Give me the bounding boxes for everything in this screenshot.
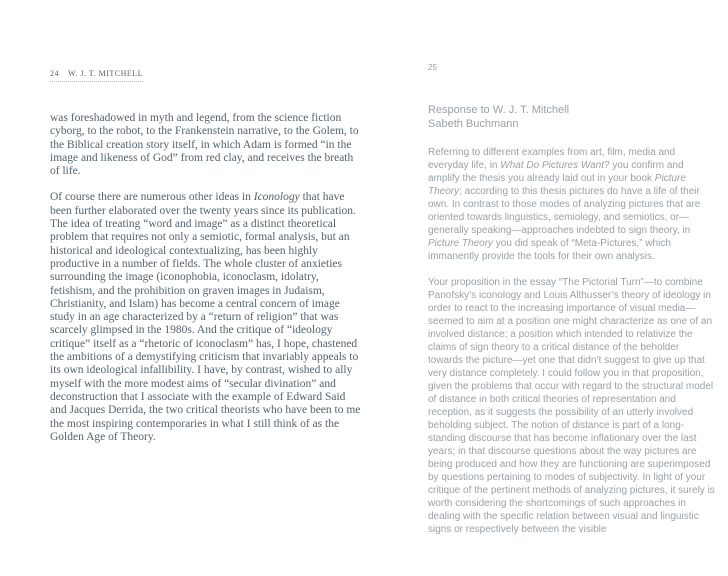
- response-title: Response to W. J. T. Mitchell: [428, 104, 570, 116]
- text-segment: you confirm and amplify the thesis you already laid out in your book: [428, 160, 684, 184]
- book-title-what-do-pictures-want: What Do Pictures Want?: [500, 160, 610, 171]
- text-segment: Referring to different examples from art, film, media and everyday life, in: [428, 147, 676, 171]
- right-paragraph-1: [428, 146, 716, 263]
- text-segment: you did speak of “Meta-Pictures,” which immanently provide the tools for their own analysis.: [428, 238, 671, 262]
- left-paragraph-1: was foreshadowed in myth and legend, from the science fiction cyborg, to the robot, to the Frankenstein narrative, to the Golem, to the Biblical creation story itself, in which Adam is formed “in the image and likeness of God” from red clay, and receives the breath of life.: [50, 112, 359, 178]
- title-block: [428, 104, 716, 131]
- book-title-picture-theory: Picture Theory: [428, 173, 686, 197]
- page-right: [428, 63, 716, 536]
- book-title-iconology: Iconology: [253, 191, 300, 204]
- text-segment: ; according to this thesis pictures do have a life of their own. In contrast to those modes of analyzing pictures that are oriented towards linguistics, semiology, and semiotics, or—generally speaking—approaches indebted to sign theory, in: [428, 186, 701, 236]
- book-title-picture-theory: Picture Theory: [428, 238, 494, 249]
- response-author: Sabeth Buchmann: [428, 117, 519, 130]
- page-left: [50, 63, 362, 444]
- right-paragraph-2: Your proposition in the essay “The Pictorial Turn”—to combine Panofsky’s iconology and Louis Althusser’s theory of ideology in order to react to the increasing importance of visual media—seemed to aim at a position one might characterize as one of an involved distance; a position which intended to relativize the claims of sign theory to a critical distance of the beholder towards the picture—yet one that didn’t suggest to give up that very distance completely. I could follow you in that proposition, given the problems that occur with regard to the structural model of distance in both critical theories of representation and reception, as it suggests the possibility of an utterly involved beholding subject. The notion of distance is part of a long-standing discourse that has become inflationary over the last years; in that discourse questions about the way pictures are being produced and how they are functioning are superimposed by questions pertaining to modes of subjectivity. In light of your critique of the pertinent methods of analyzing pictures, it surely is worth considering the shortcomings of such approaches in dealing with the specific relation between visual and linguistic signs or respectively between the visible: [428, 277, 715, 535]
- page-number-left: 24: [50, 69, 59, 78]
- text-segment: that have been further elaborated over the twenty years since its publication. The idea of treating “word and image” as a distinct theoretical problem that requires not only a semiotic, formal analysis, but an historical and ideological contextualizing, has been highly productive in a number of fields. The whole cluster of anxieties surrounding the image (iconophobia, iconoclasm, idolatry, fetishism, and the prohibition on graven images in Judaism, Christianity, and Islam) has become a central concern of image study in an age characterized by a “return of religion” that was scarcely glimpsed in the 1980s. And the critique of “ideology critique” itself as a “rhetoric of iconoclasm” has, I hope, chastened the ambitions of a demystifying criticism that invariably appeals to its own ideological infallibility. I have, by contrast, wished to ally myself with the more modest aims of “secular divination” and deconstruction that I associate with the example of Edward Said and Jacques Derrida, the two critical theorists who have been to me the most inspiring contemporaries in what I still think of as the Golden Age of Theory.: [50, 191, 361, 443]
- running-head-text: W. J. T. MITCHELL: [68, 69, 144, 78]
- running-header: [50, 69, 143, 82]
- page-number-right: 25: [428, 63, 437, 72]
- left-paragraph-2: [50, 191, 362, 444]
- text-segment: Of course there are numerous other ideas in: [50, 191, 254, 204]
